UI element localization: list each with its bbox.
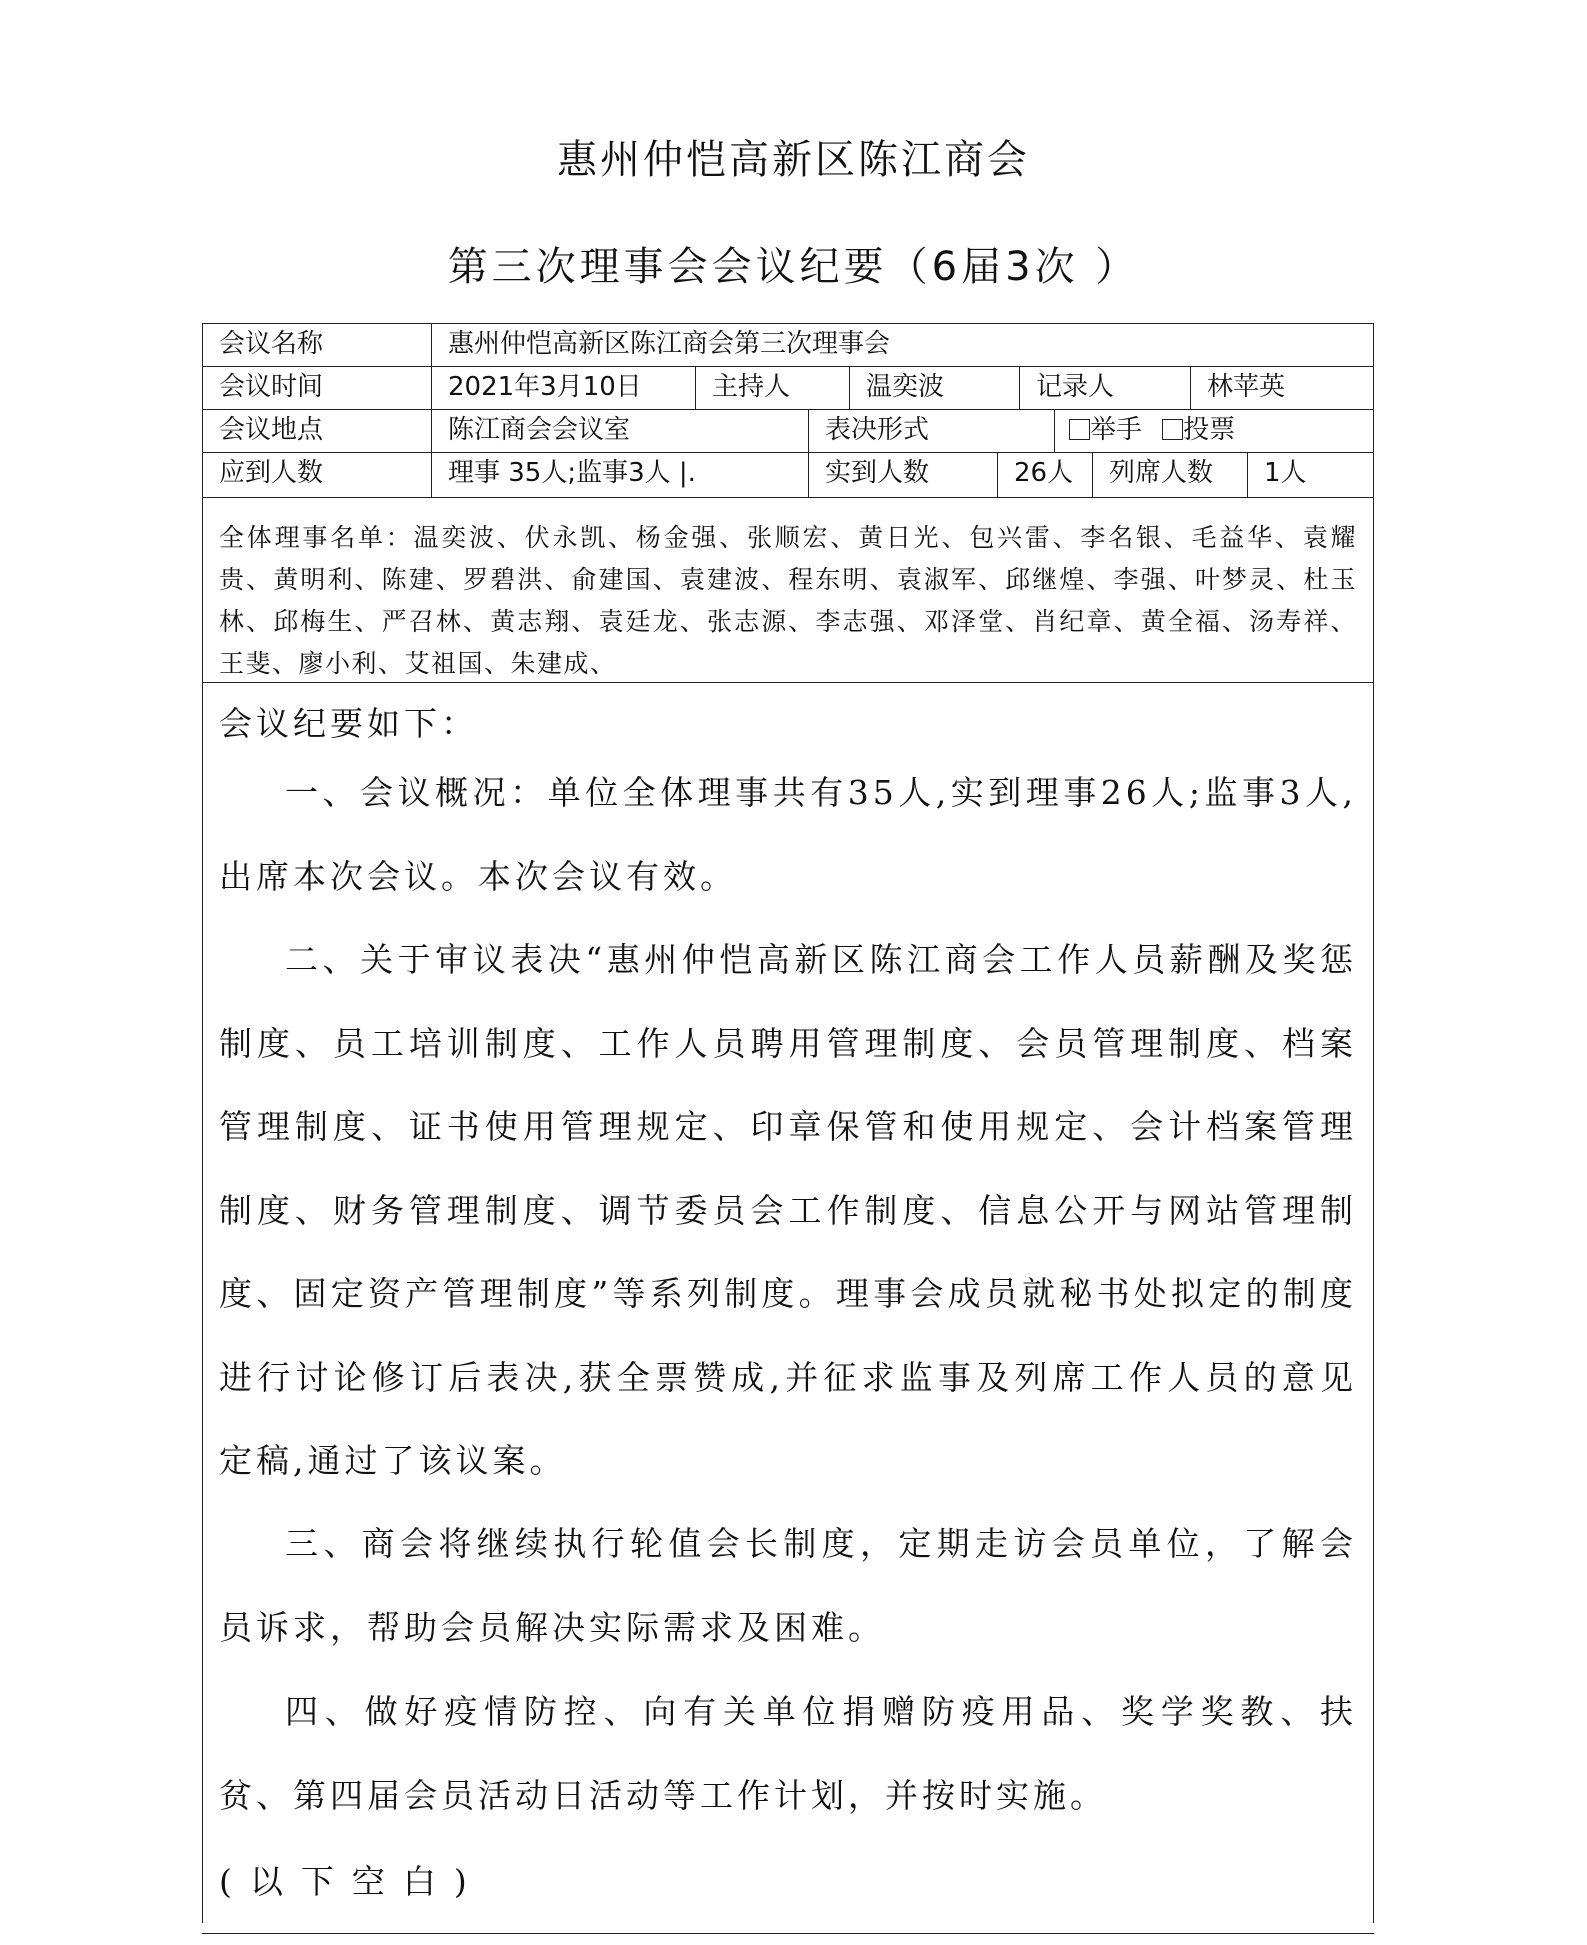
expected-label: 应到人数 <box>203 453 432 497</box>
minutes-body <box>202 683 1374 1923</box>
row-attendance <box>203 453 1373 497</box>
minutes-item-2: 二、关于审议表决“惠州仲恺高新区陈江商会工作人员薪酬及奖惩制度、员工培训制度、工作人员聘用管理制度、会员管理制度、档案管理制度、证书使用管理规定、印章保管和使用规定、会计档案管理制度、财务管理制度、调节委员会工作制度、信息公开与网站管理制度、固定资产管理制度”等系列制度。理事会成员就秘书处拟定的制度进行讨论修订后表决,获全票赞成,并征求监事及列席工作人员的意见定稿,通过了该议案。 <box>219 940 1357 1480</box>
bottom-divider <box>202 1933 1374 1934</box>
location-label: 会议地点 <box>203 410 432 452</box>
minutes-item-4: 四、做好疫情防控、向有关单位捐赠防疫用品、奖学奖教、扶贫、第四届会员活动日活动等工作计划，并按时实施。 <box>219 1692 1357 1815</box>
vote-option-show-hands: 举手 <box>1090 415 1143 445</box>
row-meeting-name <box>203 324 1373 367</box>
row-location <box>203 410 1373 453</box>
minutes-item-3: 三、商会将继续执行轮值会长制度，定期走访会员单位，了解会员诉求，帮助会员解决实际需求及困难。 <box>219 1524 1357 1647</box>
attend-label: 列席人数 <box>1093 453 1248 497</box>
vote-checkbox-ballot[interactable] <box>1162 419 1183 440</box>
meeting-name-label: 会议名称 <box>203 324 432 366</box>
document-title: 惠州仲恺高新区陈江商会 <box>557 137 1030 183</box>
meeting-name-value: 惠州仲恺高新区陈江商会第三次理事会 <box>448 329 891 359</box>
document-subtitle: 第三次理事会会议纪要（6届3次 ） <box>447 244 1140 290</box>
minutes-closing: (以下空白) <box>219 1862 485 1901</box>
expected-value: 理事 35人;监事3人 |. <box>432 453 809 497</box>
minutes-lead: 会议纪要如下： <box>219 704 478 743</box>
host-label: 主持人 <box>696 367 850 409</box>
actual-value: 26人 <box>998 453 1093 497</box>
meeting-time-value: 2021年3月10日 <box>432 367 696 409</box>
recorder-value: 林苹英 <box>1207 372 1286 402</box>
location-value: 陈江商会会议室 <box>432 410 809 452</box>
host-value: 温奕波 <box>850 367 1020 409</box>
attend-value: 1人 <box>1264 458 1307 488</box>
vote-checkbox-show-hands[interactable] <box>1069 419 1090 440</box>
actual-label: 实到人数 <box>809 453 998 497</box>
vote-option-ballot: 投票 <box>1183 415 1236 445</box>
row-meeting-time <box>203 367 1373 410</box>
vote-form-label: 表决形式 <box>809 410 1055 452</box>
recorder-label: 记录人 <box>1020 367 1191 409</box>
directors-list: 全体理事名单：温奕波、伏永凯、杨金强、张顺宏、黄日光、包兴雷、李名银、毛益华、袁耀贵、黄明利、陈建、罗碧洪、俞建国、袁建波、程东明、袁淑军、邱继煌、李强、叶梦灵、杜玉林、邱梅生、严召林、黄志翔、袁廷龙、张志源、李志强、邓泽堂、肖纪章、黄全福、汤寿祥、王斐、廖小利、艾祖国、朱建成、 <box>202 497 1374 683</box>
vote-form-options <box>1055 410 1373 452</box>
meeting-time-label: 会议时间 <box>203 367 432 409</box>
minutes-item-1: 一、会议概况：单位全体理事共有35人,实到理事26人;监事3人,出席本次会议。本次会议有效。 <box>219 773 1357 896</box>
meeting-info-table <box>202 323 1374 498</box>
